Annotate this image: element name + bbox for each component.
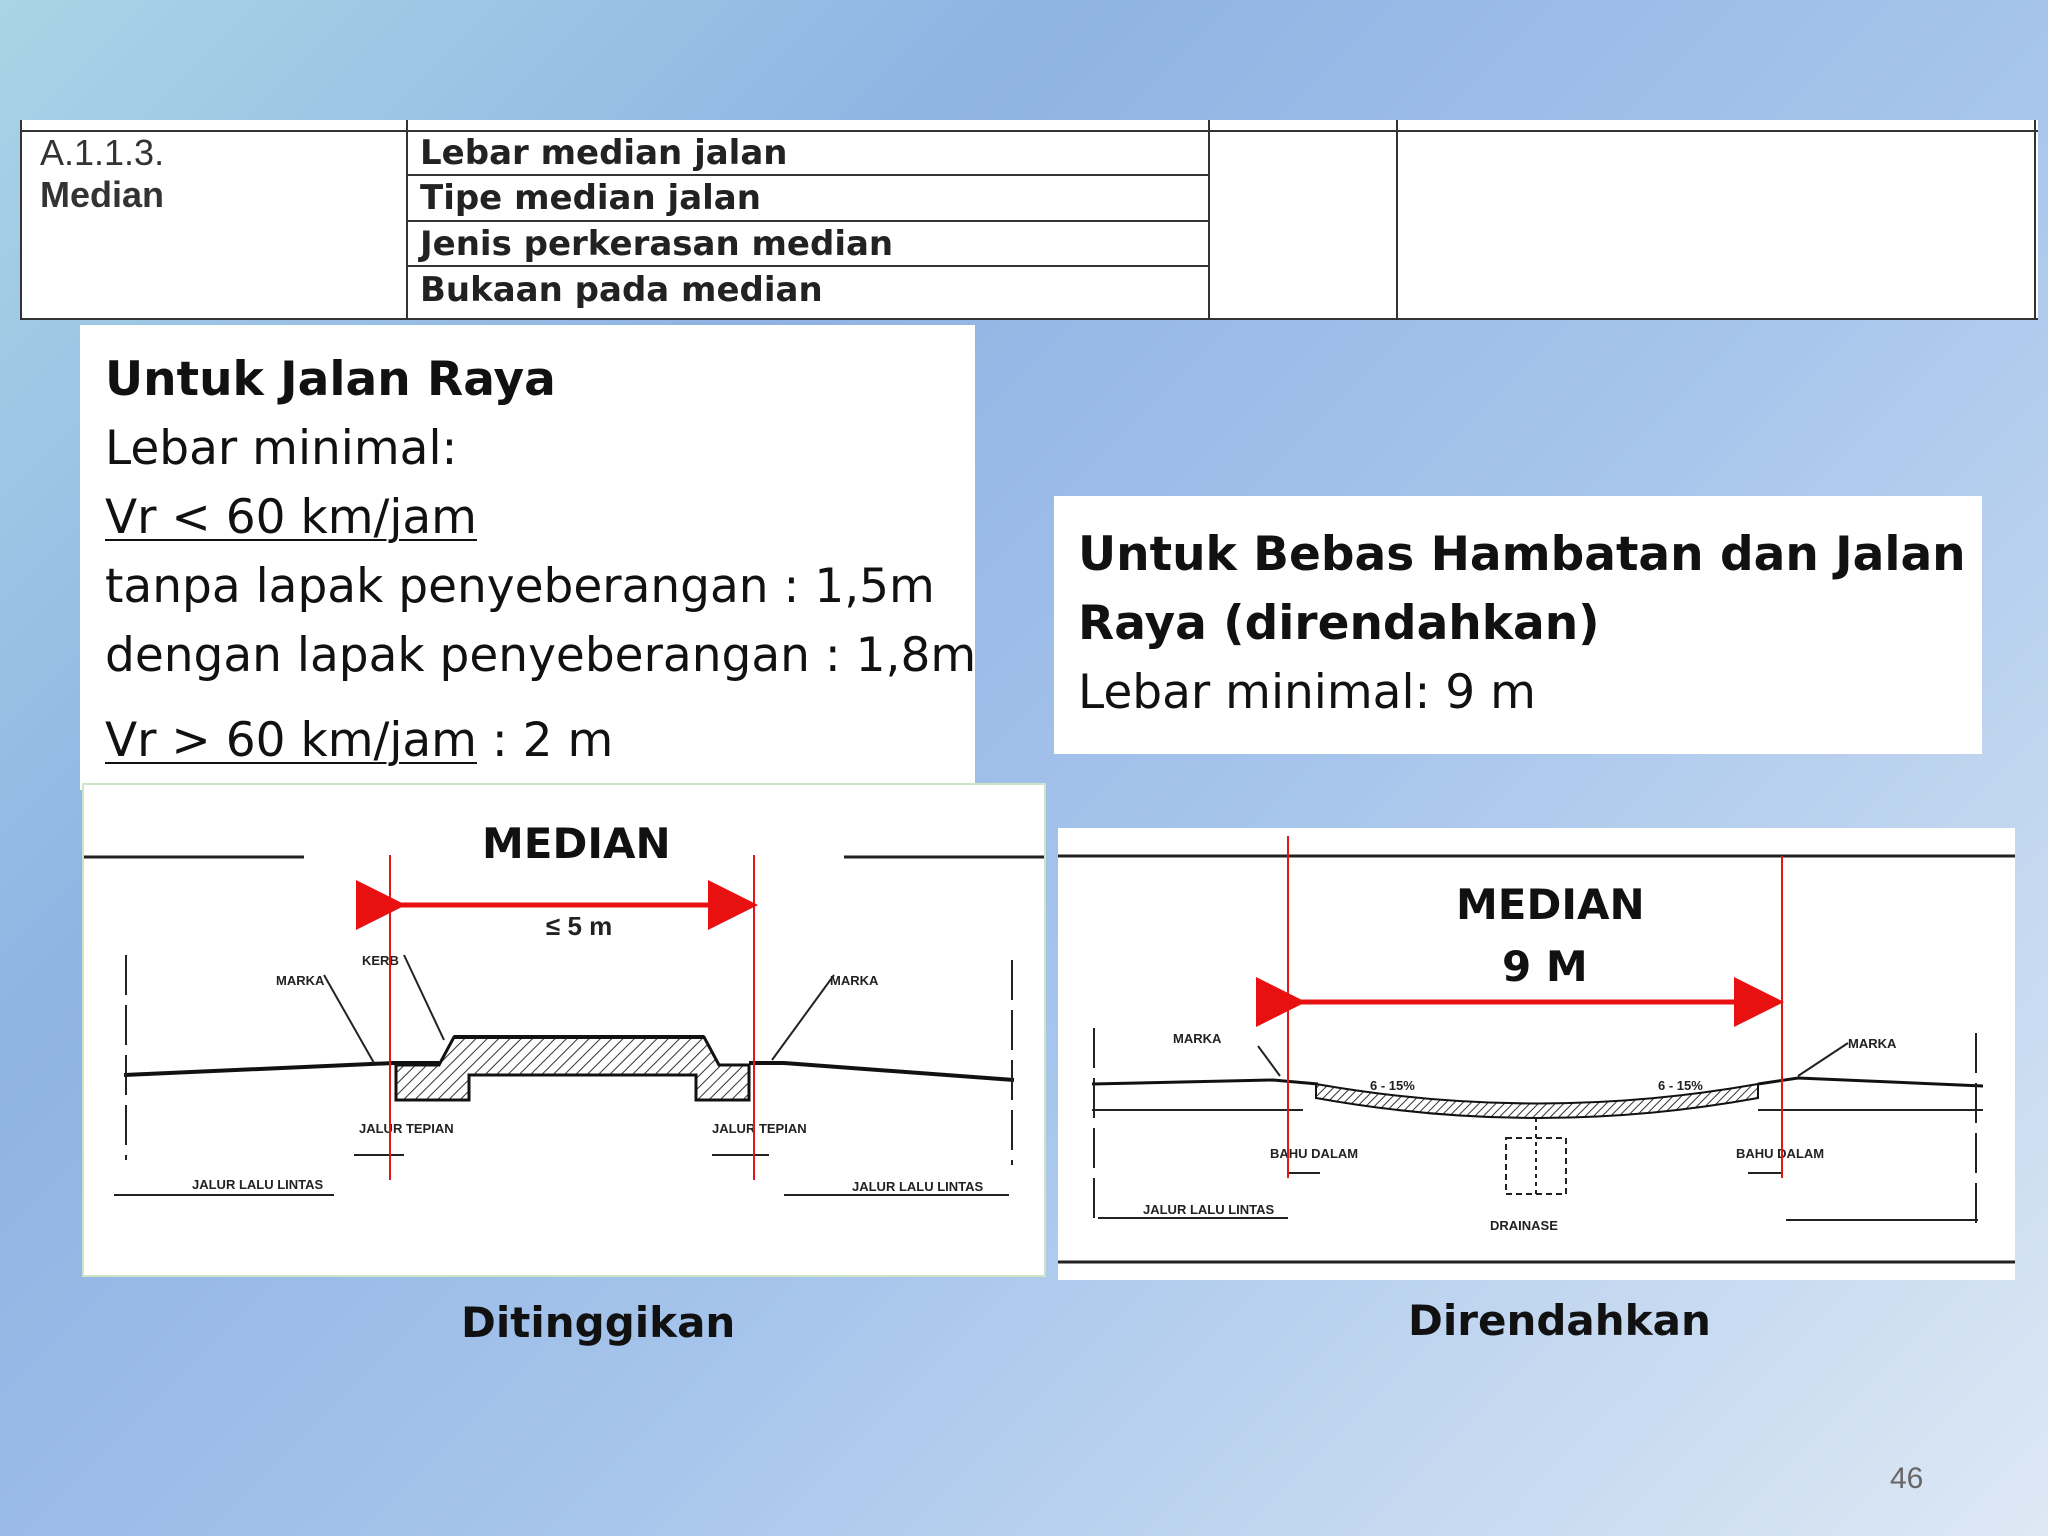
table-item: Bukaan pada median (420, 270, 823, 310)
marka-left-label: MARKA (1173, 1031, 1222, 1046)
table-col-divider (1396, 120, 1398, 320)
vr-high-value: : 2 m (476, 713, 614, 768)
dimension-label: ≤ 5 m (546, 911, 613, 941)
table-right-border (2034, 120, 2036, 320)
marka-right-label: MARKA (1848, 1036, 1897, 1051)
jalur-tepian-left-label: JALUR TEPIAN (359, 1121, 454, 1136)
table-left-border (20, 120, 22, 320)
row-divider (406, 265, 1210, 267)
bahu-left-label: BAHU DALAM (1270, 1146, 1359, 1161)
marka-left-label: MARKA (276, 973, 325, 988)
table-top-border (20, 130, 2038, 132)
drainase-label: DRAINASE (1490, 1218, 1558, 1233)
median-width-label: 9 M (1502, 942, 1588, 991)
row-divider (406, 174, 1210, 176)
lowered-caption: Direndahkan (1408, 1296, 1711, 1345)
lowered-median-diagram (1058, 828, 2015, 1280)
lalu-lintas-left-label: JALUR LALU LINTAS (192, 1177, 324, 1192)
table-item: Tipe median jalan (420, 178, 761, 218)
lalu-lintas-label: JALUR LALU LINTAS (1143, 1202, 1275, 1217)
raised-median-diagram (82, 783, 1046, 1277)
marka-right-label: MARKA (830, 973, 879, 988)
slope-left-label: 6 - 15% (1370, 1078, 1415, 1093)
section-name: Median (40, 174, 165, 215)
table-bottom-border (20, 318, 2038, 320)
bahu-right-label: BAHU DALAM (1736, 1146, 1825, 1161)
raised-caption: Ditinggikan (461, 1298, 736, 1347)
section-code: A.1.1.3. (40, 132, 165, 173)
table-item: Lebar median jalan (420, 133, 788, 173)
spec-table (20, 120, 2038, 320)
box-title: Untuk Bebas Hambatan dan Jalan (1078, 527, 1966, 582)
box-title: Raya (direndahkan) (1078, 596, 1600, 651)
slope-right-label: 6 - 15% (1658, 1078, 1703, 1093)
vr-high-label: Vr > 60 km/jam (105, 713, 477, 768)
jalur-tepian-right-label: JALUR TEPIAN (712, 1121, 807, 1136)
lalu-lintas-right-label: JALUR LALU LINTAS (852, 1179, 984, 1194)
median-label: MEDIAN (482, 819, 671, 868)
kerb-label: KERB (362, 953, 399, 968)
box-line: Lebar minimal: 9 m (1078, 665, 1536, 720)
median-label: MEDIAN (1456, 880, 1645, 929)
vr-low-label: Vr < 60 km/jam (105, 490, 477, 545)
box-line: Lebar minimal: (105, 421, 458, 476)
box-line: tanpa lapak penyeberangan : 1,5m (105, 559, 935, 614)
table-item: Jenis perkerasan median (420, 224, 894, 264)
bebas-hambatan-box (1054, 496, 1982, 754)
jalan-raya-box (80, 325, 975, 790)
row-divider (406, 220, 1210, 222)
box-title: Untuk Jalan Raya (105, 352, 556, 407)
box-line: dengan lapak penyeberangan : 1,8m (105, 628, 977, 683)
page-number: 46 (1890, 1462, 1924, 1495)
